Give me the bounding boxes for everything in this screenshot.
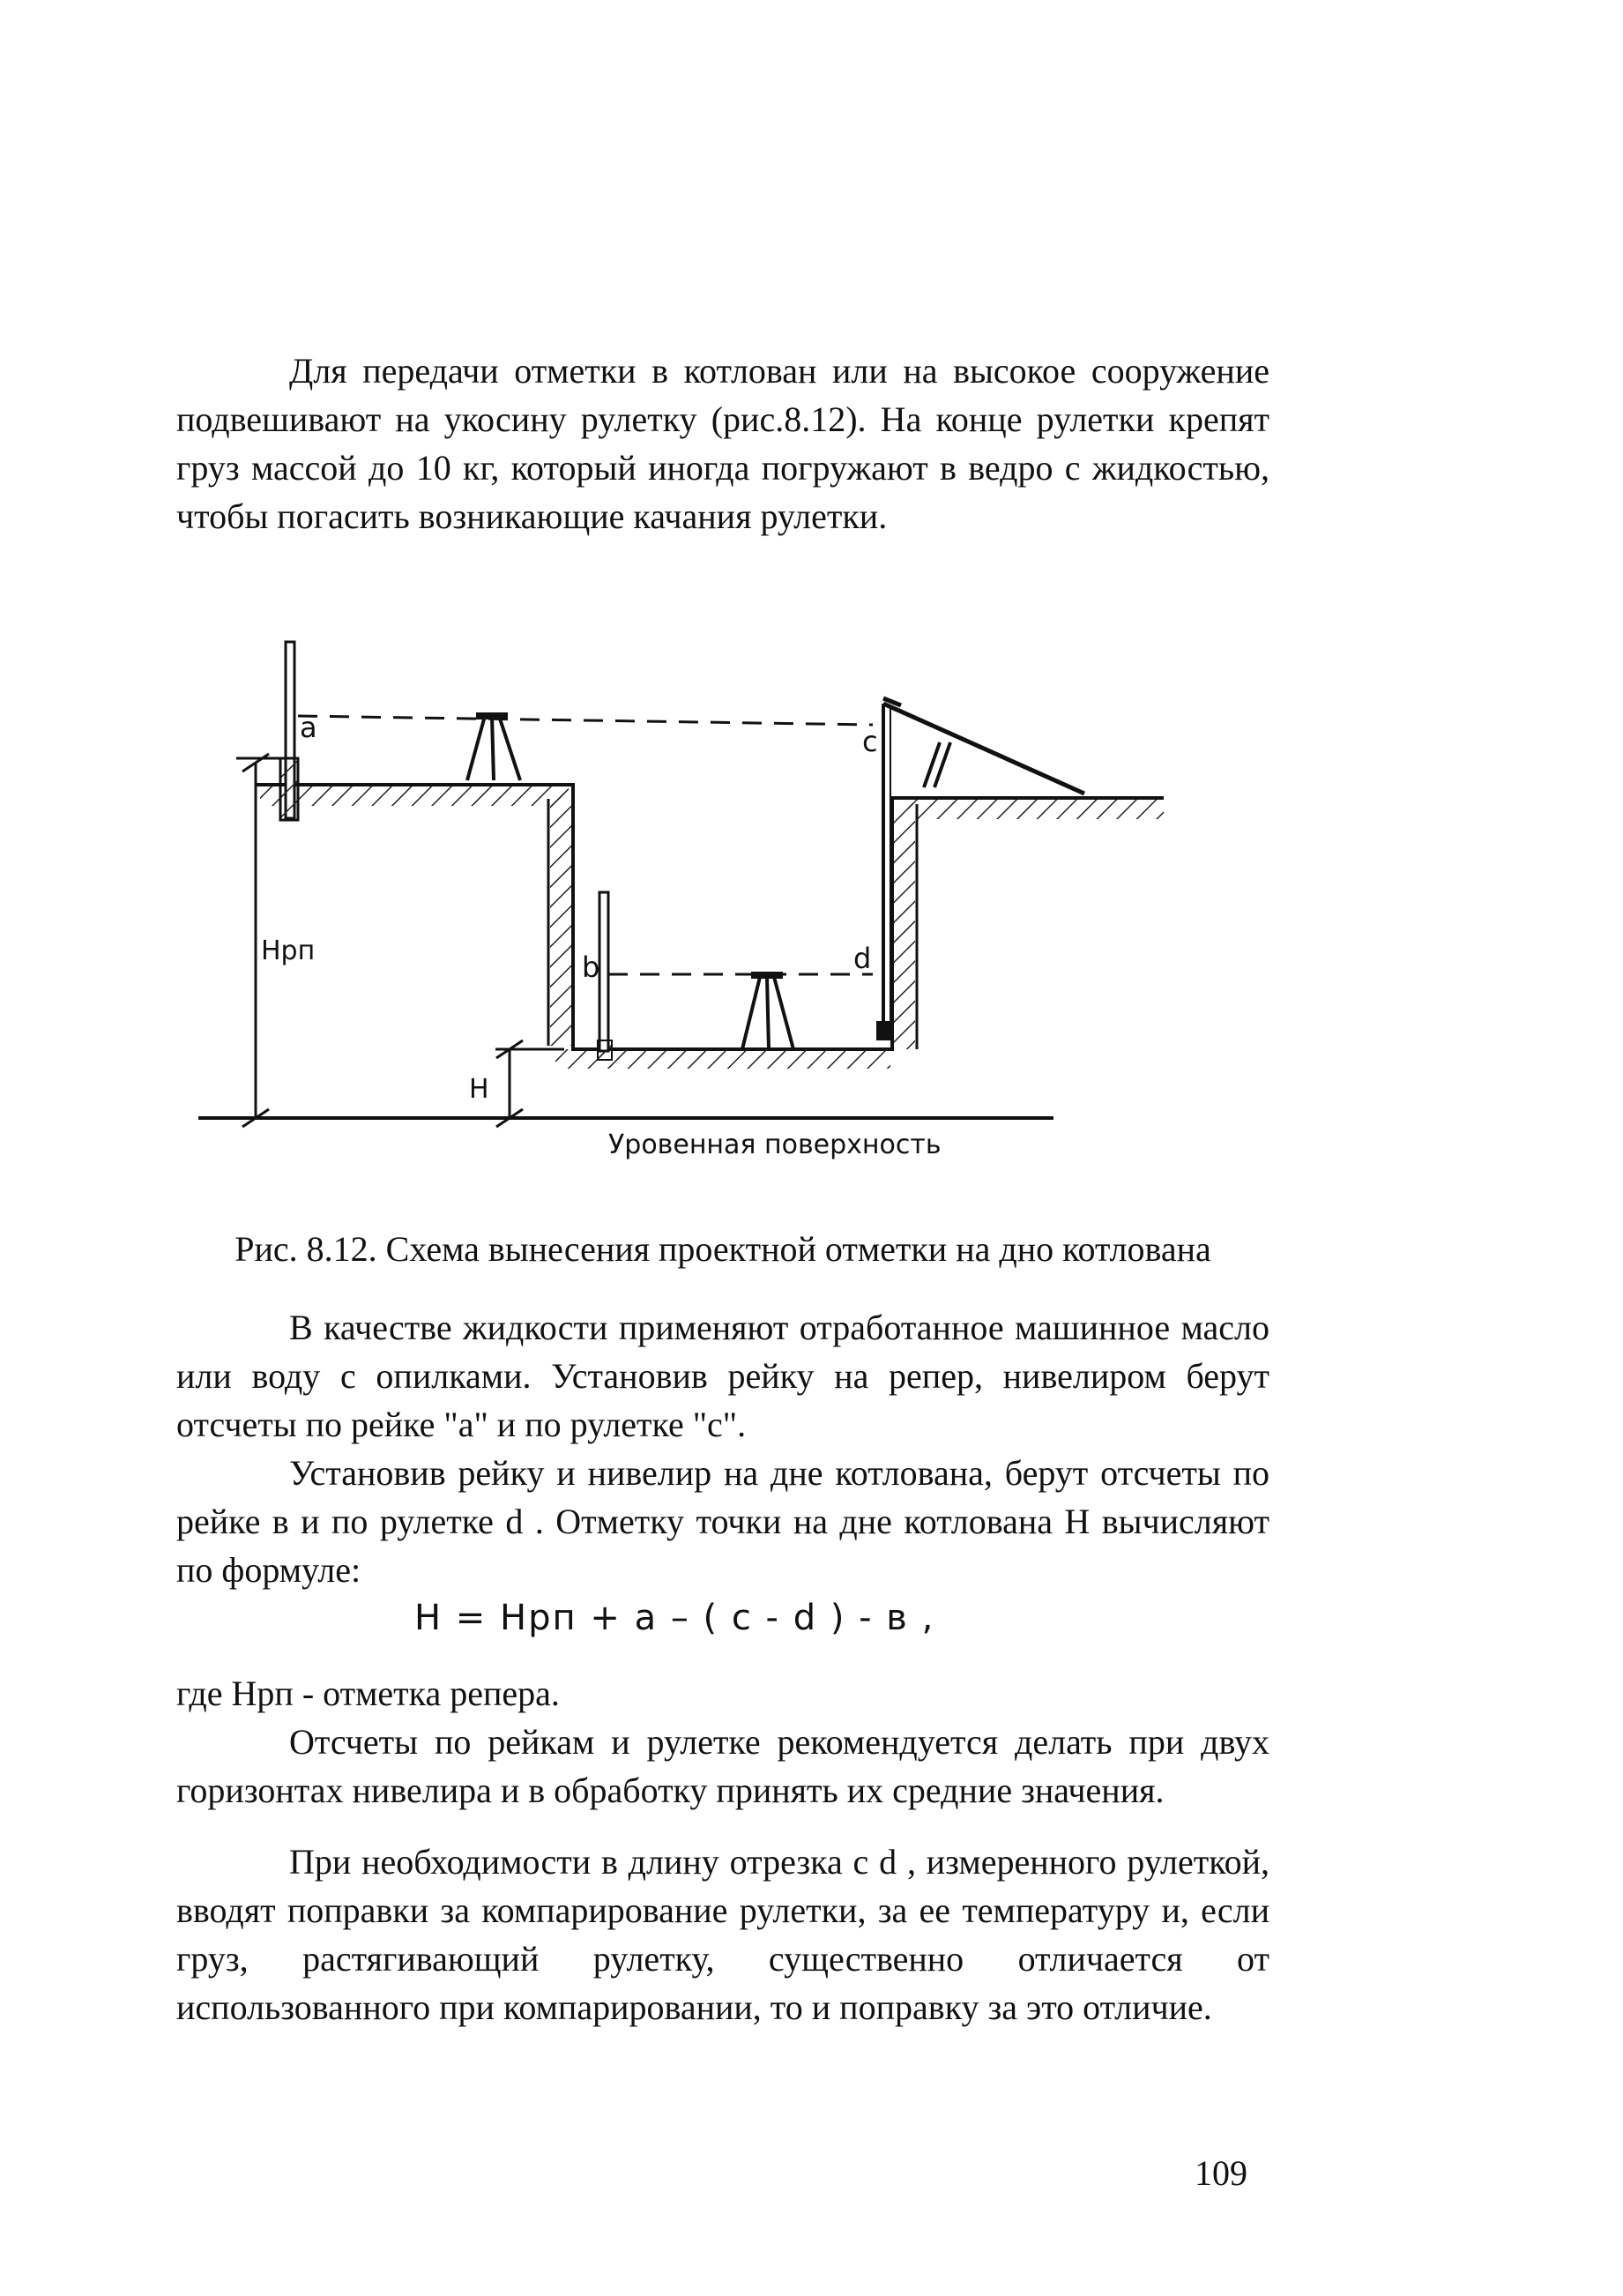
excavation-profile	[256, 785, 1164, 1049]
ground-hatch-right-top	[908, 800, 1164, 819]
ground-hatch-left-wall	[550, 794, 571, 1046]
label-h: H	[469, 1074, 489, 1105]
level-instrument-top	[467, 712, 520, 780]
tape-weight	[876, 1021, 892, 1040]
label-a: a	[300, 711, 317, 744]
staff-bottom	[599, 892, 608, 1051]
label-c: c	[862, 725, 878, 758]
tape-bracket	[883, 698, 1084, 794]
benchmark-block	[280, 758, 298, 820]
ground-hatch-right-wall	[894, 804, 915, 1049]
staff-bottom-foot	[598, 1040, 612, 1060]
label-d: d	[853, 942, 872, 975]
label-b: b	[582, 950, 600, 984]
paragraph-corrections: При необходимости в длину отрезка с d , измеренного рулеткой, вводят поправки за компарирование рулетки, за ее температуру и, если груз, растягивающий рулетку, существенно отличается от использованного при компарировании, то и поправку за это отличие.	[176, 1842, 1269, 2027]
paragraph-liquid: В качестве жидкости применяют отработанное машинное масло или воду с опилками. Установив рейку на репер, нивелиром берут отсчеты по рейке "а" и по рулетке "с".	[176, 1308, 1269, 1444]
label-hrp: Hрп	[261, 936, 316, 966]
paragraph-intro: Для передачи отметки в котлован или на высокое сооружение подвешивают на укосину рулетку (рис.8.12). На конце рулетки крепят груз массой до 10 кг, который иногда погружают в ведро с жидкостью, чтобы погасить возникающие качания рулетки.	[176, 351, 1269, 536]
formula: H = Hрп + a – ( c - d ) - в ,	[414, 1598, 935, 1638]
page-number: 109	[1195, 2153, 1247, 2193]
sight-line-top	[298, 716, 873, 725]
level-instrument-bottom	[742, 972, 793, 1049]
label-level-surface: Уровенная поверхность	[608, 1129, 942, 1160]
paragraph-two-horizons: Отсчеты по рейкам и рулетке рекомендуется делать при двух горизонтах нивелира и в обработку принять их средние значения.	[176, 1722, 1269, 1810]
figure-caption: Рис. 8.12. Схема вынесения проектной отметки на дно котлована	[235, 1229, 1211, 1269]
ground-hatch-left-top	[260, 786, 569, 806]
paragraph-readings: Установив рейку и нивелир на дне котлована, берут отсчеты по рейке в и по рулетке d . Отметку точки на дне котлована Н вычисляют по формуле:	[176, 1453, 1269, 1590]
paragraph-where: где Нрп - отметка репера.	[176, 1674, 560, 1713]
